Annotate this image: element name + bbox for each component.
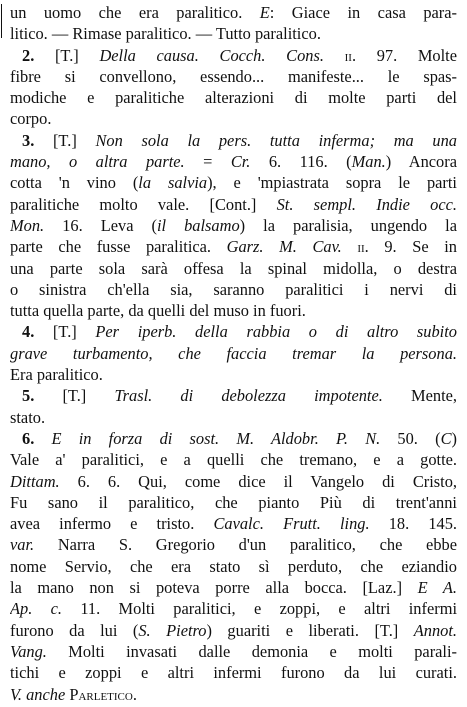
body-text: : Giace in casa para- [269,3,457,22]
body-text: 16. Leva ( [44,215,157,235]
text-line [10,66,457,87]
citation-text: Ap. c. [10,599,63,619]
entry-text-body [10,2,457,705]
text-line [10,300,457,321]
text-line [10,449,457,470]
body-text: ) Ancora [385,152,457,172]
body-text: [T.] [34,322,96,342]
text-line [10,2,457,23]
body-text: fibre si convellono, essendo... manifeste... le spas- [10,66,457,86]
body-text: nome Servio, che era stato sì perduto, che eziandio [10,556,457,576]
body-text: paralitiche molto vale. [Cont.] [10,194,277,214]
body-text: ii [344,45,352,65]
text-line [10,23,457,44]
text-line [10,598,457,619]
text-line [10,194,457,215]
text-line [10,620,457,641]
body-text: la mano non si poteva porre alla bocca. [Laz.] [10,578,418,598]
citation-text: C [440,428,452,448]
body-text: ) guariti e liberati. [T.] [206,620,414,640]
citation-text: Trasl. di debolezza impotente. [114,386,383,406]
text-line [10,471,457,492]
text-line [10,385,457,406]
body-text: o sinistra ch'ella sia, saranno paralitici i nervi di [10,279,457,299]
body-text [342,237,358,256]
citation-text: la salvia [138,173,208,193]
body-text: corpo. [10,109,52,129]
body-text: furono da lui ( [10,620,139,640]
body-text: [T.] [34,45,100,65]
text-line [10,215,457,236]
citation-text: Cr. [230,152,251,172]
text-line [10,492,457,513]
citation-text: Cavalc. Frutt. ling. [213,514,370,534]
citation-text: Della causa. Cocch. Cons. [99,45,324,65]
text-line [10,172,457,193]
body-text: ) la paralisia, ungendo la [239,215,457,235]
text-line [10,577,457,598]
text-line [10,364,457,385]
body-text: [T.] [34,130,96,150]
body-text: 6. 6. Qui, come dice il Vangelo di Cristo, [59,471,457,491]
body-text: un uomo che era paralitico. [10,3,260,22]
body-text: 18. 145. [369,514,457,534]
body-text: . 9. Se in [364,237,457,257]
body-text: . 97. Molte [351,45,457,65]
text-line [10,684,457,705]
text-line [10,108,457,129]
body-text: una parte sola sarà offesa la spinal midolla, o destra [10,258,457,278]
text-line [10,321,457,342]
body-text: Parletico [69,684,133,704]
citation-text: S. Pietro [138,620,207,640]
body-text: = [184,152,231,172]
body-text: cotta 'n vino ( [10,173,139,193]
text-line [10,662,457,683]
citation-text: E A. [417,578,457,598]
body-text: avea infermo e tristo. [10,514,214,534]
body-text: Mente, [382,386,457,406]
text-line [10,428,457,449]
body-text: Fu sano il paralitico, che pianto Più di trent'anni [10,492,457,512]
body-text: 11. Molti paralitici, e zoppi, e altri infermi [62,599,457,619]
sense-number: 2. [22,45,35,65]
citation-text: E in forza di sost. M. Aldobr. P. N. [51,428,381,448]
body-text: Era paralitico. [10,365,103,385]
citation-text: E [259,3,270,22]
body-text [324,46,345,65]
text-line [10,513,457,534]
body-text: modiche e paralitiche alterazioni di molte parti del [10,88,457,108]
text-line [10,87,457,108]
text-line [10,407,457,428]
citation-text: grave turbamento, che faccia tremar la persona. [10,343,457,363]
text-line [10,236,457,257]
text-line [10,45,457,66]
body-text: stato. [10,407,46,427]
text-line [10,343,457,364]
citation-text: var. [10,535,35,555]
body-text: ), e 'mpiastrata sopra le parti [207,173,457,193]
body-text [34,429,51,448]
sense-number: 5. [22,386,35,406]
citation-text: Dittam. [10,471,60,491]
body-text: parte che fusse paralitica. [10,237,227,257]
body-text: ii [357,237,365,257]
text-line [10,130,457,151]
citation-text: St. sempl. Indie occ. [276,194,457,214]
citation-text: il balsamo [156,215,240,235]
body-text: tichi e zoppi e altri infermi furono da lui curati. [10,663,457,683]
citation-text: mano, o altra parte. [10,152,185,172]
text-line [10,534,457,555]
body-text: tutta quella parte, da quelli del muso in fuori. [10,301,306,321]
body-text: Narra S. Gregorio d'un paralitico, che ebbe [34,535,457,555]
sense-number: 4. [22,322,35,342]
margin-rule [1,4,2,38]
citation-text: Mon. [10,215,45,235]
text-line [10,641,457,662]
citation-text: Annot. [413,620,457,640]
body-text: Molti invasati dalle demonia e molti parali- [46,641,457,661]
citation-text: Per iperb. della rabbia o di altro subito [95,322,457,342]
body-text: ) [451,428,457,448]
body-text: [T.] [34,386,115,406]
citation-text: Non sola la pers. tutta inferma; ma una [95,130,457,150]
body-text: . [132,684,137,704]
sense-number: 6. [22,428,35,448]
citation-text: V. anche [10,684,66,704]
sense-number: 3. [22,130,35,150]
body-text: litico. — Rimase paralitico. — Tutto paralitico. [10,24,321,44]
text-line [10,151,457,172]
body-text: 50. ( [380,428,441,448]
citation-text: Vang. [10,641,47,661]
text-line [10,279,457,300]
text-line [10,258,457,279]
body-text: Vale a' paralitici, e a quelli che tremano, e a gotte. [10,450,457,470]
citation-text: Garz. M. Cav. [226,237,342,257]
citation-text: Man. [351,152,386,172]
text-line [10,556,457,577]
body-text: 6. 116. ( [250,152,352,172]
